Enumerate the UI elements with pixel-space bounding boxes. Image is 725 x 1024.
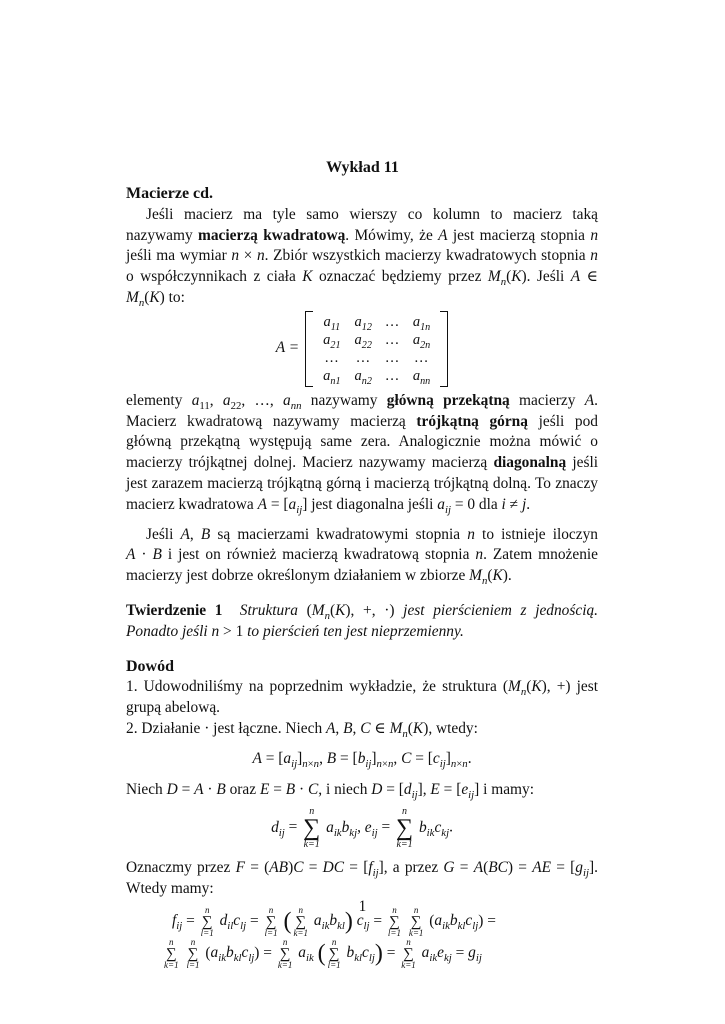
sum-symbol: n ∑ k=1 (277, 936, 293, 970)
right-bracket (440, 311, 448, 387)
matrix-display (126, 311, 598, 387)
paragraph-square-matrix: Jeśli macierz ma tyle samo wierszy co kolumn to macierz taką nazywamy macierzą kwadratową. Mówimy, że A jest macierzą stopnia n jeśli ma wymiar n × n. Zbiór wszystkich macierzy kwadratowych stopnia n o współczynnikach z ciała K oznaczać będziemy przez $M_n(K)$. Jeśli A ∈ $M_n(K)$ to: (126, 205, 599, 310)
matrix-cell: $a_{12}$ (354, 313, 372, 333)
lecture-title: Wykład 11 (326, 159, 399, 176)
section-heading-matrices: Macierze cd. (126, 185, 214, 202)
matrix-cell: $a_{11}$ (323, 313, 341, 333)
matrix-table (316, 313, 437, 385)
matrix-cell: … (415, 349, 428, 366)
sum-symbol: n ∑ k=1 (408, 904, 424, 938)
sum-symbol: n ∑ l=1 (327, 936, 341, 970)
sum-symbol: n ∑ k=1 (396, 806, 414, 851)
sum-symbol: n ∑ l=1 (200, 904, 214, 938)
equation-associativity-line1: $f_{ij}$ = n ∑ l=1 $d_{il}c_{lj}$ = n ∑ l=1 ( n ∑ k=1 $a_{ik}b_{kl}$) $c_{lj}$ = n ∑ l=1 n ∑ k=1 $(a_{ik}b_{kl}c_{lj})$ = (172, 904, 496, 938)
sum-symbol: n ∑ k=1 (164, 936, 179, 970)
left-bracket (305, 311, 313, 387)
proof-step-2: 2. Działanie · jest łączne. Niech A, B, C ∈ $M_n(K)$, wtedy: (126, 719, 478, 741)
matrix-cell: $a_{n1}$ (323, 367, 341, 387)
paragraph-product: Jeśli A, B są macierzami kwadratowymi stopnia n to istnieje iloczyn A · B i jest on również macierzą kwadratową stopnia n. Zatem mnożenie macierzy jest dobrze określonym działaniem w zbiorze $M_n(K)$. (126, 525, 599, 588)
theorem: Twierdzenie 1 Struktura ($M_n(K)$, +, ·) jest pierścieniem z jednością. Ponadto jeśli n > 1 to pierścień ten jest nieprzemienny. (126, 601, 599, 640)
matrix-cell: … (385, 367, 399, 384)
theorem-label: Twierdzenie 1 (126, 601, 223, 619)
paragraph-diagonal: elementy $a_{11}$, $a_{22}$, …, $a_{nn}$ nazywamy główną przekątną macierzy A. Macierz kwadratową nazywamy macierzą trójkątną górną jeśli pod główną przekątną występują same zera. Analogicznie można mówić o macierzy trójkątnej dolnej. Macierz nazywamy macierzą diagonalną jeśli jest zarazem macierzą trójkątną górną i macierzą trójkątną dolną. To znaczy macierz kwadratowa $A = [a_{ij}]$ jest diagonalna jeśli $a_{ij} = 0$ dla i ≠ j. (126, 391, 598, 516)
matrix-cell: … (385, 313, 399, 330)
section-heading-proof: Dowód (126, 657, 175, 675)
matrix-cell: $a_{1n}$ (412, 313, 431, 333)
sum-symbol: n ∑ l=1 (387, 904, 401, 938)
paragraph-define-de: Niech D = A · B oraz E = B · C, i niech $D = [d_{ij}]$, $E = [e_{ij}]$ i mamy: (126, 780, 534, 801)
matrix-cell: … (385, 331, 399, 348)
matrix-cell: $a_{22}$ (354, 331, 372, 351)
matrix-cell: … (356, 349, 370, 366)
sum-symbol: n ∑ l=1 (186, 936, 200, 970)
main-column (126, 184, 598, 970)
equation-d-e: $d_{ij}$ = n ∑ k=1 $a_{ik}b_{kj}$, $e_{ij}$ = n ∑ k=1 $b_{ik}c_{kj}$. (271, 806, 453, 851)
matrix-cell: $a_{nn}$ (412, 367, 431, 387)
sum-symbol: n ∑ k=1 (303, 806, 321, 851)
page-number: 1 (358, 898, 367, 915)
matrix-label: A = (275, 339, 300, 357)
equation-associativity-line2: n ∑ k=1 n ∑ l=1 $(a_{ik}b_{kl}c_{lj})$ = n ∑ k=1 $a_{ik}$ ( n ∑ l=1 $b_{kl}c_{lj}$) = n ∑ k=1 $a_{ik}e_{kj} = g_{ij}$ (164, 936, 482, 970)
sum-symbol: n ∑ l=1 (264, 904, 278, 938)
matrix-cell: … (325, 349, 339, 366)
matrix-cell: … (385, 349, 399, 366)
sum-symbol: n ∑ k=1 (401, 936, 416, 970)
matrix-cell: $a_{2n}$ (412, 331, 431, 351)
matrix-cell: $a_{21}$ (323, 331, 341, 351)
equation-abc: $A = [a_{ij}]_{n\times n}$, $B = [b_{ij}]_{n\times n}$, $C = [c_{ij}]_{n\times n}$. (252, 749, 472, 770)
paragraph-define-fg: Oznaczmy przez F = (AB)C = DC = $[f_{ij}]$, a przez G = A(BC) = AE = $[g_{ij}]$. Wtedy mamy: (126, 859, 598, 898)
proof-step-1: 1. Udowodniliśmy na poprzednim wykładzie, że struktura ($M_n(K)$, +) jest grupą abelową. (126, 678, 598, 717)
sum-symbol: n ∑ k=1 (293, 904, 309, 938)
matrix-cell: $a_{n2}$ (354, 367, 372, 387)
